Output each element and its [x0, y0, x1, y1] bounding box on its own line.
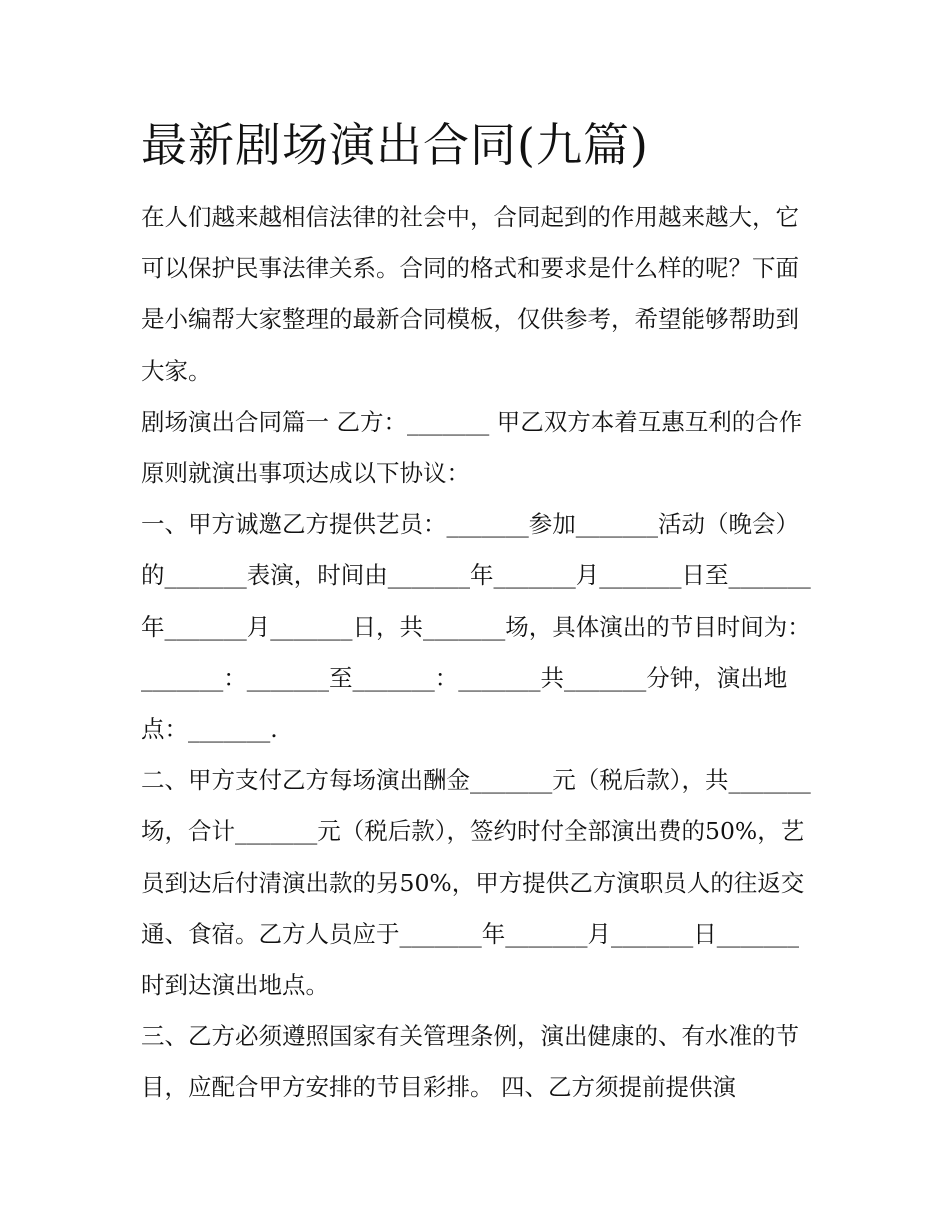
document-title: 最新剧场演出合同(九篇) — [141, 118, 649, 172]
paragraph-clause-two: 二、甲方支付乙方每场演出酬金_______元（税后款），共_______场，合计_______元（税后款），签约时付全部演出费的50%，艺员到达后付清演出款的另50%，甲方提供乙方演职员人的往返交通、食宿。乙方人员应于_______年_______月_______日_______时到达演出地点。 — [141, 766, 811, 1000]
paragraph-clause-one: 一、甲方诚邀乙方提供艺员：_______参加_______活动（晚会）的_______表演，时间由_______年_______月_______日至_______年_______月_______日，共_______场，具体演出的节目时间为：_______：_______至_______：_______共_______分钟，演出地点：_______. — [141, 510, 811, 744]
paragraph-contract-one-header: 剧场演出合同篇一 乙方：_______ 甲乙双方本着互惠互利的合作原则就演出事项达成以下协议： — [141, 407, 803, 488]
paragraph-clause-three: 三、乙方必须遵照国家有关管理条例，演出健康的、有水准的节目，应配合甲方安排的节目彩排。 四、乙方须提前提供演 — [141, 1022, 799, 1102]
paragraph-intro: 在人们越来越相信法律的社会中，合同起到的作用越来越大，它可以保护民事法律关系。合同的格式和要求是什么样的呢？下面是小编帮大家整理的最新合同模板，仅供参考，希望能够帮助到大家。 — [141, 203, 799, 385]
document-page — [141, 112, 821, 1114]
